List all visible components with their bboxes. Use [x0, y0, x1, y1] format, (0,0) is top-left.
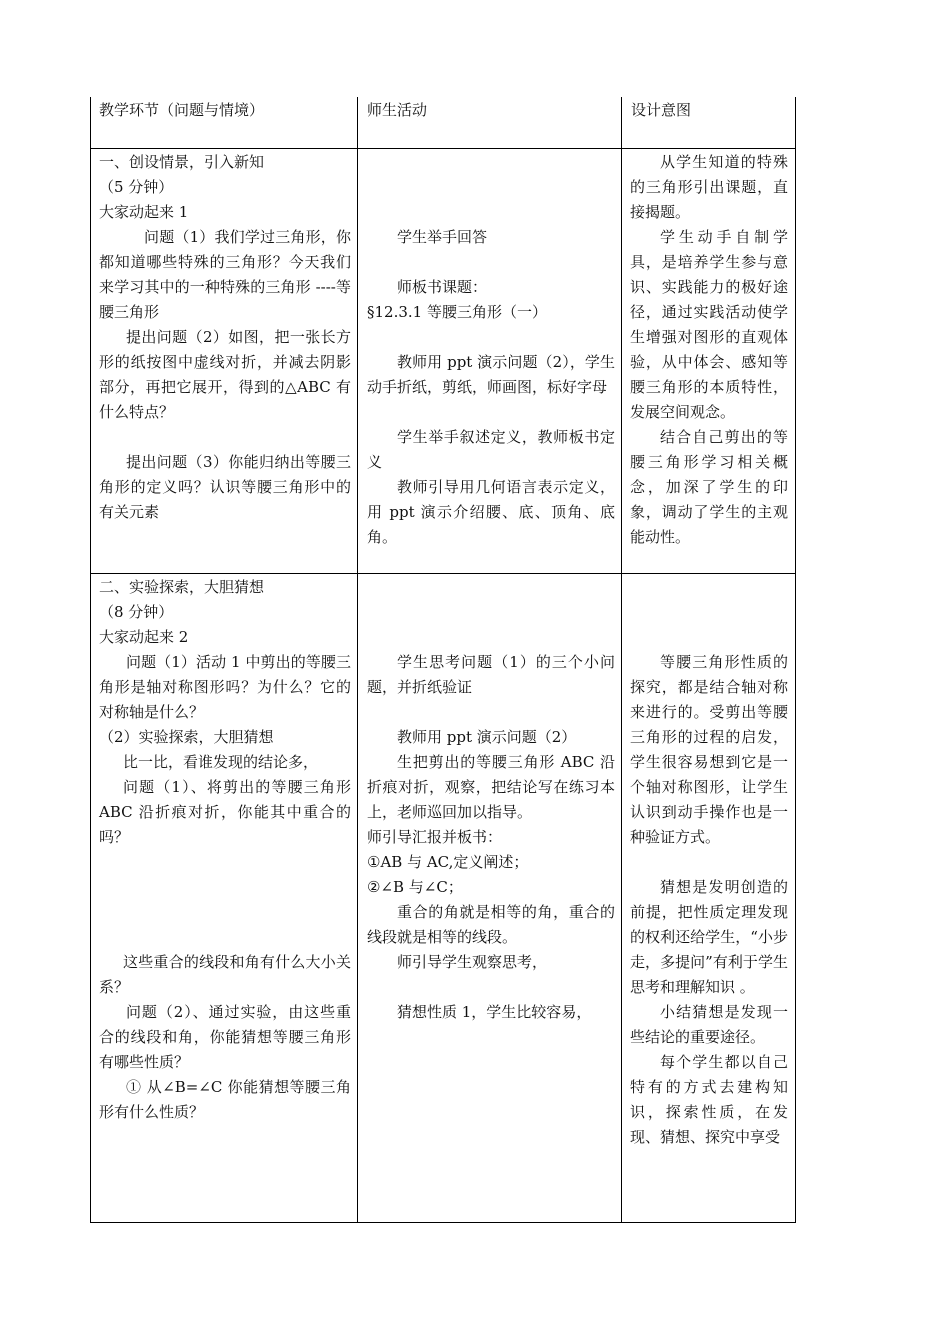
section2-title: 二、实验探索，大胆猜想	[99, 578, 265, 596]
section1-intent-line2: 学生动手自制学具，是培养学生参与意识、实践能力的极好途径，通过实践活动使学生增强对图形的直观体验，从中体会、感知等腰三角形的本质特性，发展空间观念。	[630, 228, 788, 421]
header-teaching-stage: 教学环节（问题与情境）	[99, 101, 265, 119]
section1-intent-line1: 从学生知道的特殊的三角形引出课题，直接揭题。	[630, 153, 788, 221]
table-border-right	[795, 97, 796, 1223]
section2-experiment: （2）实验探索，大胆猜想	[99, 728, 274, 746]
section2-question1: 问题（1）活动 1 中剪出的等腰三角形是轴对称图形吗？为什么？它的对称轴是什么？	[99, 653, 351, 721]
section2-activity-title: 大家动起来 2	[99, 628, 189, 646]
section1-duration: （5 分钟）	[99, 178, 174, 196]
section2-stage-cell	[99, 575, 351, 1125]
header-design-intent: 设计意图	[631, 101, 692, 119]
section1-activity-cell	[367, 225, 615, 550]
section1-stage-cell	[99, 150, 351, 525]
section1-activity-line4: 教师用 ppt 演示问题（2），学生动手折纸，剪纸，师画图，标好字母	[367, 353, 615, 396]
section1-question3: 提出问题（3）你能归纳出等腰三角形的定义吗？认识等腰三角形中的有关元素	[99, 453, 351, 521]
section2-activity-cell	[367, 650, 615, 1025]
section2-activity-line2: 教师用 ppt 演示问题（2）	[397, 728, 577, 746]
section1-activity-line5: 学生举手叙述定义，教师板书定义	[367, 428, 615, 471]
section2-activity-line1: 学生思考问题（1）的三个小问题，并折纸验证	[367, 653, 615, 696]
section2-activity-line7: 重合的角就是相等的角，重合的线段就是相等的线段。	[367, 903, 615, 946]
section2-fold-question: 问题（1）、将剪出的等腰三角形 ABC 沿折痕对折，你能其中重合的吗？	[99, 778, 351, 846]
section2-activity-line9: 猜想性质 1，学生比较容易，	[397, 1003, 592, 1021]
section1-activity-line1: 学生举手回答	[397, 228, 488, 246]
section1-title: 一、创设情景，引入新知	[99, 153, 265, 171]
section2-intent-line2: 猜想是发明创造的前提，把性质定理发现的权利还给学生，“小步走，多提问”有利于学生思考和理解知识 。	[630, 878, 788, 996]
table-divider-2	[621, 97, 622, 1223]
section2-intent-line3: 小结猜想是发现一些结论的重要途径。	[630, 1003, 788, 1046]
section2-compare: 比一比，看谁发现的结论多，	[123, 753, 319, 771]
section2-activity-line4: 师引导汇报并板书：	[367, 828, 503, 846]
table-border-bottom	[90, 1222, 796, 1223]
section2-activity-line8: 师引导学生观察思考，	[397, 953, 548, 971]
table-divider-1	[357, 97, 358, 1223]
section1-intent-cell	[630, 150, 788, 550]
table-border-left	[90, 97, 91, 1223]
header-teacher-student-activity: 师生活动	[367, 101, 428, 119]
section2-property-question: ① 从∠B=∠C 你能猜想等腰三角形有什么性质？	[99, 1078, 351, 1121]
section1-question1: 问题（1）我们学过三角形，你都知道哪些特殊的三角形？今天我们来学习其中的一种特殊的三角形 ----等腰三角形	[99, 228, 351, 321]
section2-intent-line1: 等腰三角形性质的探究，都是结合轴对称来进行的。受剪出等腰三角形的过程的启发，学生很容易想到它是一个轴对称图形，让学生认识到动手操作也是一种验证方式。	[630, 653, 788, 846]
section1-question2: 提出问题（2）如图，把一张长方形的纸按图中虚线对折，并减去阴影部分，再把它展开，得到的△ABC 有什么特点？	[99, 328, 351, 421]
section2-activity-line5: ①AB 与 AC,定义阐述；	[367, 853, 529, 871]
section2-intent-cell	[630, 650, 788, 1150]
section1-activity-line2: 师板书课题：	[397, 278, 488, 296]
section1-activity-line6: 教师引导用几何语言表示定义，用 ppt 演示介绍腰、底、顶角、底角。	[367, 478, 615, 546]
section-divider	[90, 573, 796, 574]
section2-duration: （8 分钟）	[99, 603, 174, 621]
section1-activity-line3: §12.3.1 等腰三角形（一）	[367, 303, 547, 321]
section2-activity-line6: ②∠B 与∠C；	[367, 878, 463, 896]
section2-activity-line3: 生把剪出的等腰三角形 ABC 沿折痕对折，观察，把结论写在练习本上，老师巡回加以指导。	[367, 753, 615, 821]
section1-activity-title: 大家动起来 1	[99, 203, 189, 221]
header-row-bottom	[90, 148, 796, 149]
section2-relationship-question: 这些重合的线段和角有什么大小关系？	[99, 953, 351, 996]
section2-question2: 问题（2）、通过实验，由这些重合的线段和角，你能猜想等腰三角形有哪些性质？	[99, 1003, 351, 1071]
section1-intent-line3: 结合自己剪出的等腰三角形学习相关概念，加深了学生的印象，调动了学生的主观能动性。	[630, 428, 788, 546]
section2-intent-line4: 每个学生都以自己特有的方式去建构知识，探索性质，在发现、猜想、探究中享受	[630, 1053, 788, 1146]
